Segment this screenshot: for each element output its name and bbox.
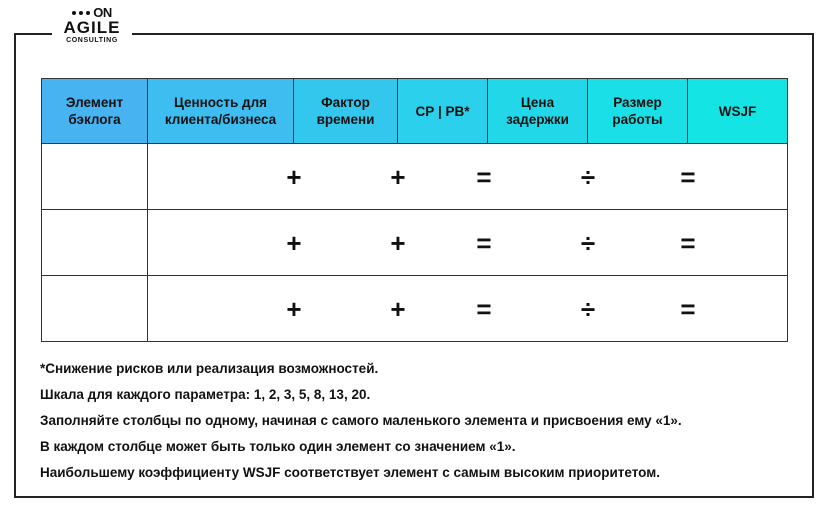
plus-icon: +: [390, 161, 406, 192]
divide-icon: ÷: [580, 227, 596, 258]
plus-icon: +: [390, 227, 406, 258]
backlog-item-cell[interactable]: [42, 144, 148, 210]
logo-dot-icon: [86, 11, 90, 15]
table-row: [42, 210, 788, 276]
table-row: [42, 144, 788, 210]
plus-icon: +: [286, 227, 302, 258]
logo-on: ON: [93, 5, 112, 20]
equals-icon: =: [476, 161, 492, 192]
equals-icon: =: [680, 161, 696, 192]
header-cost-of-delay: Цена задержки: [488, 79, 588, 144]
plus-icon: +: [286, 161, 302, 192]
equals-icon: =: [680, 293, 696, 324]
equals-icon: =: [476, 227, 492, 258]
note-footnote: *Снижение рисков или реализация возможностей.: [40, 361, 379, 376]
plus-icon: +: [286, 293, 302, 324]
values-cell[interactable]: [148, 210, 788, 276]
logo-dot-icon: [72, 11, 76, 15]
note-scale: Шкала для каждого параметра: 1, 2, 3, 5, 8, 13, 20.: [40, 387, 371, 402]
wsjf-table: [41, 78, 788, 342]
backlog-item-cell[interactable]: [42, 210, 148, 276]
values-cell[interactable]: [148, 276, 788, 342]
header-backlog-item: Элемент бэклога: [42, 79, 148, 144]
note-fill-columns: Заполняйте столбцы по одному, начиная с самого маленького элемента и присвоения ему «1».: [40, 413, 682, 428]
notes: [40, 360, 800, 490]
plus-icon: +: [390, 293, 406, 324]
note-one-per-column: В каждом столбце может быть только один элемент со значением «1».: [40, 439, 516, 454]
header-time-criticality: Фактор времени: [294, 79, 398, 144]
backlog-item-cell[interactable]: [42, 276, 148, 342]
logo-agile: AGILE: [63, 18, 121, 37]
equals-icon: =: [680, 227, 696, 258]
header-rr-oe: СР | РВ*: [398, 79, 488, 144]
note-priority: Наибольшему коэффициенту WSJF соответствует элемент с самым высоким приоритетом.: [40, 465, 660, 480]
header-wsjf: WSJF: [688, 79, 788, 144]
values-cell[interactable]: [148, 144, 788, 210]
equals-icon: =: [476, 293, 492, 324]
divide-icon: ÷: [580, 161, 596, 192]
divide-icon: ÷: [580, 293, 596, 324]
header-job-size: Размер работы: [588, 79, 688, 144]
header-row: [42, 79, 788, 144]
logo-dot-icon: [79, 11, 83, 15]
logo-consulting: CONSULTING: [66, 37, 118, 44]
table-row: [42, 276, 788, 342]
logo: [52, 6, 132, 52]
header-business-value: Ценность для клиента/бизнеса: [148, 79, 294, 144]
